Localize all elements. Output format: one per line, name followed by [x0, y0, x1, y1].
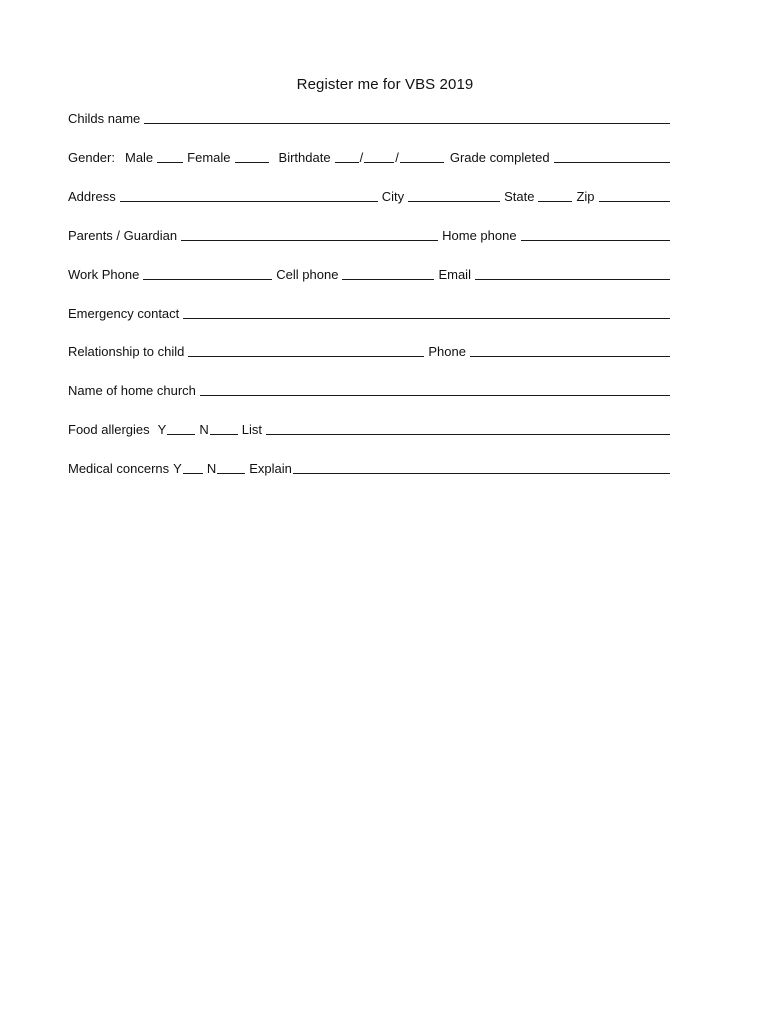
medical-explain-label: Explain [249, 461, 292, 476]
food-no-field[interactable] [210, 434, 238, 435]
cell-phone-field[interactable] [342, 279, 434, 280]
city-field[interactable] [408, 201, 500, 202]
address-row [68, 185, 674, 205]
form-title: Register me for VBS 2019 [296, 76, 474, 93]
medical-no-label: N [206, 461, 217, 476]
relationship-field[interactable] [188, 356, 424, 357]
parents-field[interactable] [181, 240, 438, 241]
home-phone-field[interactable] [521, 240, 670, 241]
food-yes-label: Y [157, 422, 167, 437]
church-label: Name of home church [68, 383, 196, 398]
email-field[interactable] [475, 279, 670, 280]
city-label: City [381, 189, 405, 204]
food-list-label: List [241, 422, 262, 437]
birthdate-month-field[interactable] [335, 162, 359, 163]
medical-explain-field[interactable] [293, 473, 670, 474]
emergency-row [68, 302, 674, 322]
birthdate-day-field[interactable] [364, 162, 394, 163]
childs-name-label: Childs name [68, 111, 141, 126]
emergency-label: Emergency contact [68, 306, 180, 321]
medical-yes-label: Y [173, 461, 182, 476]
parents-row [68, 224, 674, 244]
date-separator: / [395, 150, 399, 165]
phones-email-row [68, 263, 674, 283]
male-field[interactable] [157, 162, 183, 163]
emergency-field[interactable] [183, 318, 670, 319]
relationship-row [68, 340, 674, 360]
state-field[interactable] [538, 201, 572, 202]
phone-label: Phone [428, 344, 466, 359]
birthdate-year-field[interactable] [400, 162, 444, 163]
address-field[interactable] [120, 201, 378, 202]
food-allergies-label: Food allergies [68, 422, 150, 437]
food-list-field[interactable] [266, 434, 670, 435]
parents-label: Parents / Guardian [68, 228, 178, 243]
childs-name-row [68, 107, 674, 127]
medical-row [68, 457, 674, 477]
phone-field[interactable] [470, 356, 670, 357]
address-label: Address [68, 189, 116, 204]
gender-birthdate-row [68, 146, 674, 166]
food-no-label: N [199, 422, 209, 437]
home-phone-label: Home phone [442, 228, 517, 243]
birthdate-label: Birthdate [278, 150, 331, 165]
female-label: Female [187, 150, 231, 165]
childs-name-field[interactable] [144, 123, 670, 124]
date-separator: / [359, 150, 364, 165]
male-label: Male [124, 150, 154, 165]
female-field[interactable] [235, 162, 269, 163]
grade-field[interactable] [554, 162, 670, 163]
zip-label: Zip [576, 189, 595, 204]
church-field[interactable] [200, 395, 670, 396]
work-phone-label: Work Phone [68, 267, 140, 282]
medical-yes-field[interactable] [183, 473, 203, 474]
medical-no-field[interactable] [217, 473, 245, 474]
relationship-label: Relationship to child [68, 344, 185, 359]
medical-concerns-label: Medical concerns [68, 461, 170, 476]
zip-field[interactable] [599, 201, 670, 202]
church-row [68, 379, 674, 399]
state-label: State [504, 189, 535, 204]
cell-phone-label: Cell phone [276, 267, 339, 282]
grade-label: Grade completed [449, 150, 550, 165]
work-phone-field[interactable] [143, 279, 272, 280]
food-allergies-row [68, 418, 674, 438]
gender-label: Gender: [68, 150, 115, 165]
food-yes-field[interactable] [167, 434, 195, 435]
email-label: Email [438, 267, 471, 282]
